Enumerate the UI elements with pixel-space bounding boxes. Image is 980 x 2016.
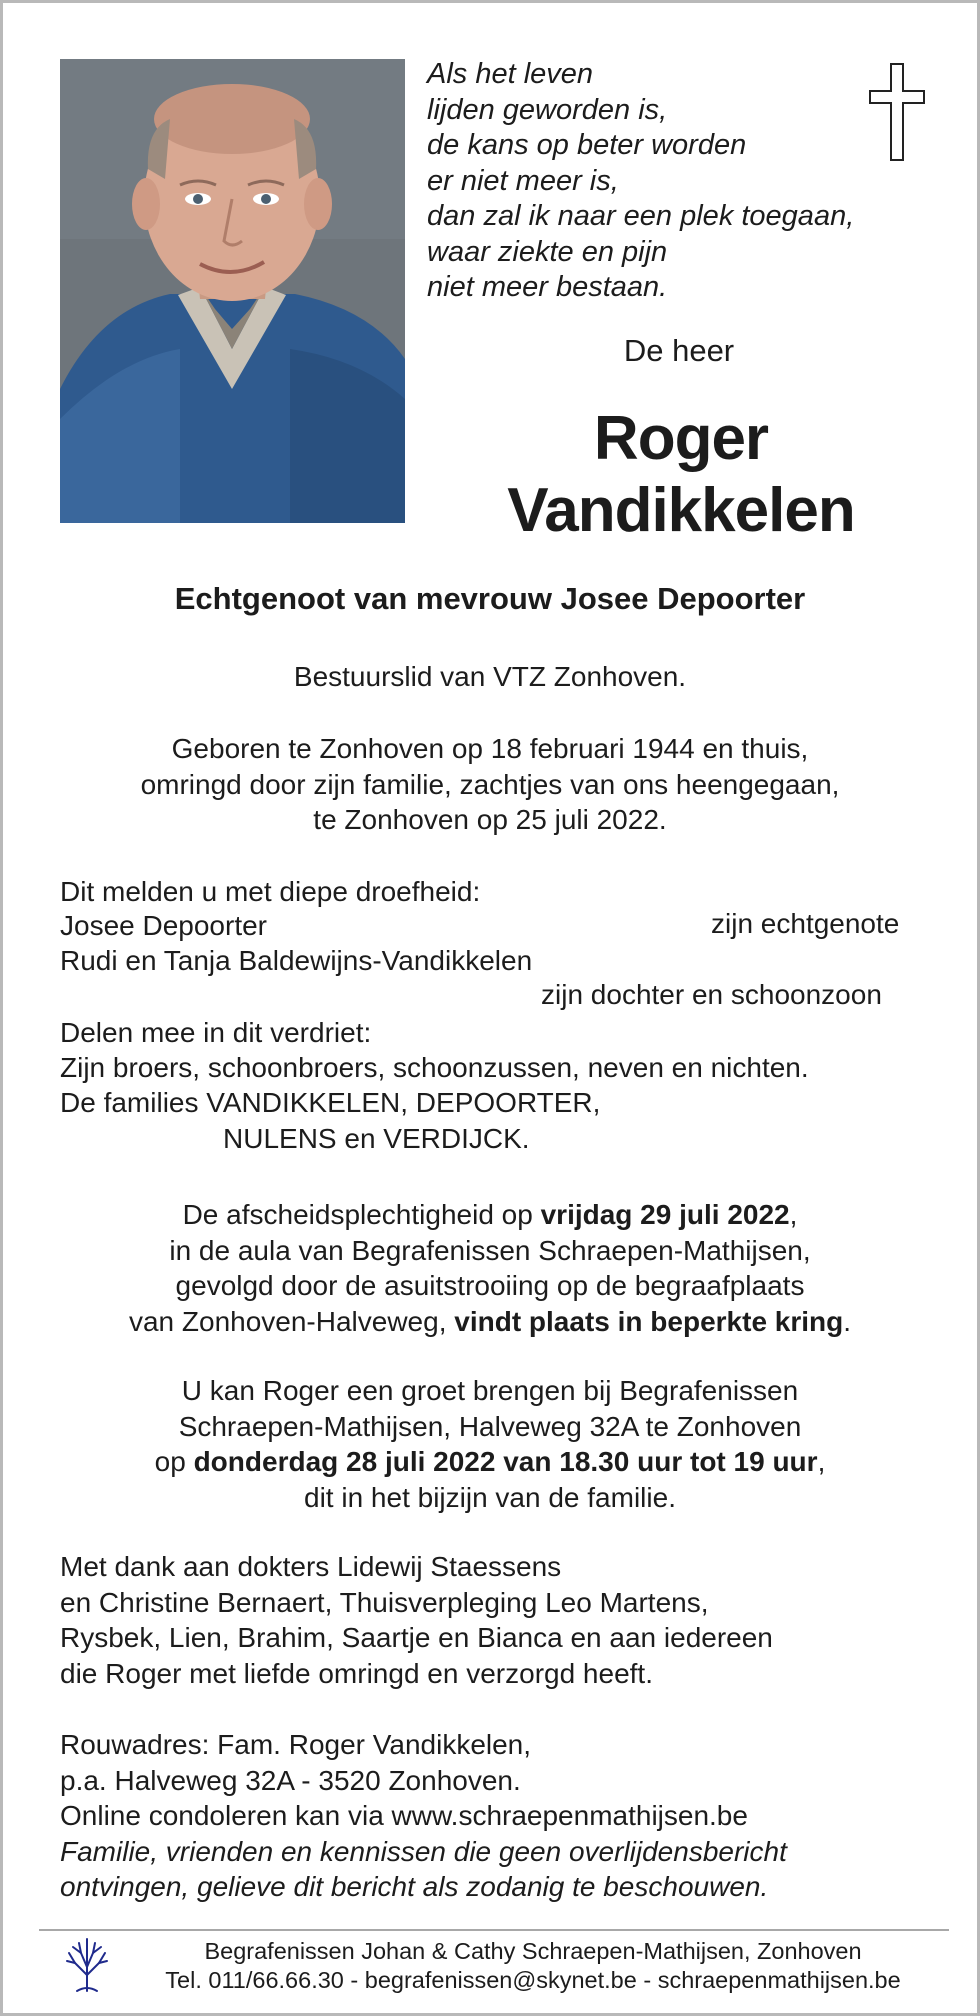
deceased-name bbox=[427, 403, 935, 547]
birth-line: Geboren te Zonhoven op 18 februari 1944 en thuis, bbox=[171, 733, 809, 764]
poem-line: dan zal ik naar een plek toegaan, bbox=[427, 200, 855, 232]
birth-death-block bbox=[3, 731, 977, 838]
address-block bbox=[60, 1727, 930, 1905]
ceremony-text: van Zonhoven-Halveweg, bbox=[128, 1305, 455, 1337]
visit-datetime: donderdag 28 juli 2022 van 18.30 uur tot 19 uur bbox=[193, 1446, 818, 1477]
visit-text: , bbox=[817, 1446, 826, 1477]
visit-line-1: U kan Roger een groet brengen bij Begrafenissen bbox=[181, 1375, 799, 1406]
ceremony-text: , bbox=[789, 1199, 798, 1230]
visit-line-3 bbox=[3, 1444, 977, 1480]
notice-text: ontvingen, gelieve dit bericht als zodanig te beschouwen. bbox=[60, 1871, 769, 1902]
announce-intro: Dit melden u met diepe droefheid: bbox=[60, 876, 481, 907]
birth-line: te Zonhoven op 25 juli 2022. bbox=[313, 804, 667, 835]
poem bbox=[427, 57, 897, 306]
condolence-link[interactable]: Online condoleren kan via www.schraepenmathijsen.be bbox=[60, 1800, 748, 1831]
mourner-1-name: Josee Depoorter bbox=[60, 910, 268, 941]
last-name: Vandikkelen bbox=[507, 476, 855, 545]
ceremony-line-1 bbox=[3, 1197, 977, 1233]
share-line-3: NULENS en VERDIJCK. bbox=[223, 1123, 530, 1154]
notice-text: Familie, vrienden en kennissen die geen overlijdensbericht bbox=[60, 1835, 787, 1867]
first-name: Roger bbox=[593, 404, 769, 473]
portrait-photo bbox=[60, 59, 405, 523]
notice-line bbox=[60, 1869, 930, 1905]
poem-line: lijden geworden is, bbox=[427, 93, 668, 126]
thanks-line: Rysbek, Lien, Brahim, Saartje en Bianca en aan iedereen bbox=[60, 1622, 773, 1653]
share-line-2: De families VANDIKKELEN, DEPOORTER, bbox=[60, 1087, 601, 1118]
board-member-line: Bestuurslid van VTZ Zonhoven. bbox=[293, 661, 687, 692]
notice-line bbox=[60, 1834, 930, 1870]
ceremony-text: De afscheidsplechtigheid op bbox=[182, 1199, 541, 1230]
thanks-line: en Christine Bernaert, Thuisverpleging Leo Martens, bbox=[60, 1586, 709, 1618]
footer-contact[interactable]: Tel. 011/66.66.30 - begrafenissen@skynet.be - schraepenmathijsen.be bbox=[165, 1967, 901, 1993]
share-intro: Delen mee in dit verdriet: bbox=[60, 1017, 372, 1048]
poem-line: Als het leven bbox=[427, 58, 594, 90]
spouse-line: Echtgenoot van mevrouw Josee Depoorter bbox=[174, 581, 806, 616]
cross-icon bbox=[869, 63, 925, 161]
visit-text: op bbox=[154, 1446, 194, 1477]
ceremony-private: vindt plaats in beperkte kring bbox=[454, 1305, 844, 1337]
birth-line: omringd door zijn familie, zachtjes van ons heengegaan, bbox=[140, 768, 840, 800]
mourner-2-relation: zijn dochter en schoonzoon bbox=[541, 979, 882, 1010]
mourner-2-name: Rudi en Tanja Baldewijns-Vandikkelen bbox=[60, 945, 533, 976]
poem-line: niet meer bestaan. bbox=[427, 271, 668, 303]
honorific: De heer bbox=[623, 333, 735, 368]
thanks-line: die Roger met liefde omringd en verzorgd heeft. bbox=[60, 1657, 653, 1689]
tree-logo-icon bbox=[63, 1935, 111, 1993]
footer-company: Begrafenissen Johan & Cathy Schraepen-Mathijsen, Zonhoven bbox=[204, 1938, 862, 1964]
visitation-block bbox=[3, 1373, 977, 1515]
ceremony-line-3: gevolgd door de asuitstrooiing op de begraafplaats bbox=[175, 1270, 805, 1301]
ceremony-line-2: in de aula van Begrafenissen Schraepen-Mathijsen, bbox=[169, 1234, 811, 1266]
footer bbox=[143, 1937, 923, 1995]
poem-line: waar ziekte en pijn bbox=[427, 235, 668, 268]
ceremony-block bbox=[3, 1197, 977, 1339]
poem-line: er niet meer is, bbox=[427, 164, 619, 197]
address-line: p.a. Halveweg 32A - 3520 Zonhoven. bbox=[60, 1764, 521, 1796]
visit-line-2: Schraepen-Mathijsen, Halveweg 32A te Zonhoven bbox=[178, 1410, 802, 1442]
portrait-illustration bbox=[60, 59, 405, 523]
mourner-1-relation: zijn echtgenote bbox=[711, 908, 900, 939]
thanks-block bbox=[60, 1549, 930, 1691]
thanks-line: Met dank aan dokters Lidewij Staessens bbox=[60, 1551, 562, 1582]
footer-divider bbox=[39, 1929, 949, 1931]
visit-line-4: dit in het bijzijn van de familie. bbox=[304, 1481, 676, 1513]
poem-line: de kans op beter worden bbox=[427, 129, 747, 161]
address-line: Rouwadres: Fam. Roger Vandikkelen, bbox=[60, 1729, 532, 1760]
share-line-1: Zijn broers, schoonbroers, schoonzussen, neven en nichten. bbox=[60, 1052, 809, 1083]
ceremony-text: . bbox=[843, 1305, 852, 1337]
ceremony-date: vrijdag 29 juli 2022 bbox=[540, 1199, 790, 1230]
ceremony-line-4 bbox=[3, 1304, 977, 1340]
